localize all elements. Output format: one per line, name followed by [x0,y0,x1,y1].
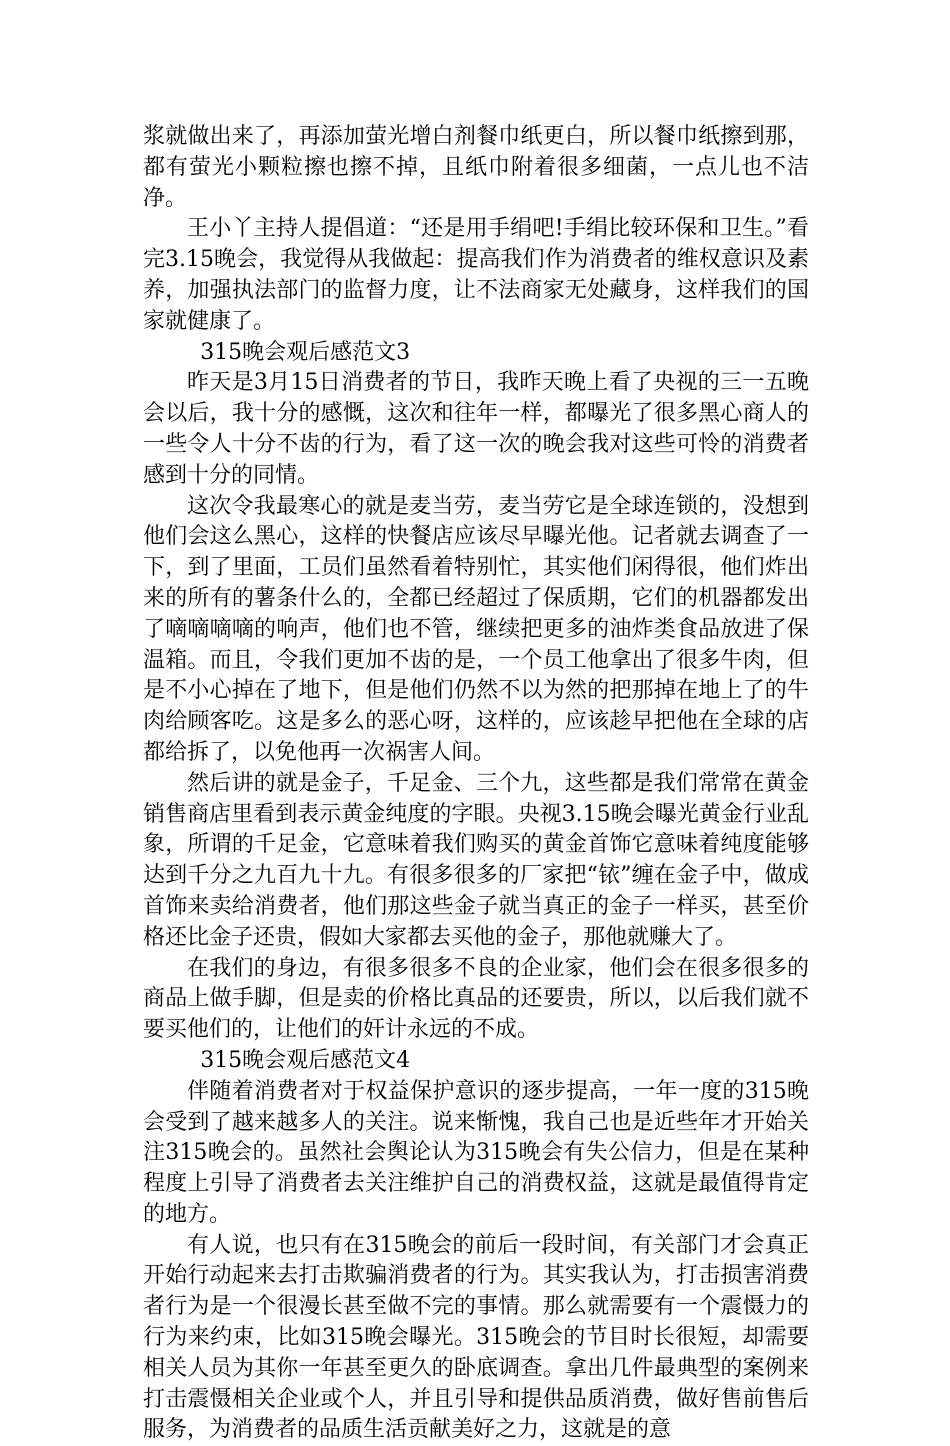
section-heading: 315晚会观后感范文4 [200,1047,411,1073]
paragraph: 有人说，也只有在315晚会的前后一段时间，有关部门才会真正开始行动起来去打击欺骗消费者的行为。其实我认为，打击损害消费者行为是一个很漫长甚至做不完的事情。那么就需要有一个震慑力的行为来约束，比如315晚会曝光。315晚会的节目时长很短，却需要相关人员为其你一年甚至更久的卧底调查。拿出几件最典型的案例来打击震慑相关企业或个人，并且引导和提供品质消费，做好售前售后服务，为消费者的品质生活贡献美好之力，这就是的意 [143,1232,809,1443]
paragraph-continued: 浆就做出来了，再添加萤光增白剂餐巾纸更白，所以餐巾纸擦到那，都有萤光小颗粒擦也擦不掉，且纸巾附着很多细菌，一点儿也不洁净。 [143,124,809,211]
paragraph: 昨天是3月15日消费者的节日，我昨天晚上看了央视的三一五晚会以后，我十分的感慨，这次和往年一样，都曝光了很多黑心商人的一些令人十分不齿的行为，看了这一次的晚会我对这些可怜的消费者感到十分的同情。 [143,370,809,488]
paragraph: 在我们的身边，有很多很多不良的企业家，他们会在很多很多的商品上做手脚，但是卖的价格比真品的还要贵，所以，以后我们就不要买他们的，让他们的奸计永远的不成。 [143,955,809,1043]
document-page [143,122,809,1446]
section-heading: 315晚会观后感范文3 [200,339,411,365]
paragraph: 然后讲的就是金子，千足金、三个九，这些都是我们常常在黄金销售商店里看到表示黄金纯度的字眼。央视3.15晚会曝光黄金行业乱象，所谓的千足金，它意味着我们购买的黄金首饰它意味着纯度能够达到千分之九百九十九。有很多很多的厂家把“铱”缠在金子中，做成首饰来卖给消费者，他们那这些金子就当真正的金子一样买，甚至价格还比金子还贵，假如大家都去买他的金子，那他就赚大了。 [143,770,809,950]
paragraph: 王小丫主持人提倡道：“还是用手绢吧!手绢比较环保和卫生。”看完3.15晚会，我觉得从我做起：提高我们作为消费者的维权意识及素养，加强执法部门的监督力度，让不法商家无处藏身，这样我们的国家就健康了。 [143,216,809,334]
paragraph: 这次令我最寒心的就是麦当劳，麦当劳它是全球连锁的，没想到他们会这么黑心，这样的快餐店应该尽早曝光他。记者就去调查了一下，到了里面，工员们虽然看着特别忙，其实他们闲得很，他们炸出来的所有的薯条什么的，全都已经超过了保质期，它们的机器都发出了嘀嘀嘀嘀的响声，他们也不管，继续把更多的油炸类食品放进了保温箱。而且，令我们更加不齿的是，一个员工他拿出了很多牛肉，但是不小心掉在了地下，但是他们仍然不以为然的把那掉在地上了的牛肉给顾客吃。这是多么的恶心呀，这样的，应该趁早把他在全球的店都给拆了，以免他再一次祸害人间。 [143,493,809,765]
paragraph: 伴随着消费者对于权益保护意识的逐步提高，一年一度的315晚会受到了越来越多人的关注。说来惭愧，我自己也是近些年才开始关注315晚会的。虽然社会舆论认为315晚会有失公信力，但是在某种程度上引导了消费者去关注维护自己的消费权益，这就是最值得肯定的地方。 [143,1078,809,1227]
